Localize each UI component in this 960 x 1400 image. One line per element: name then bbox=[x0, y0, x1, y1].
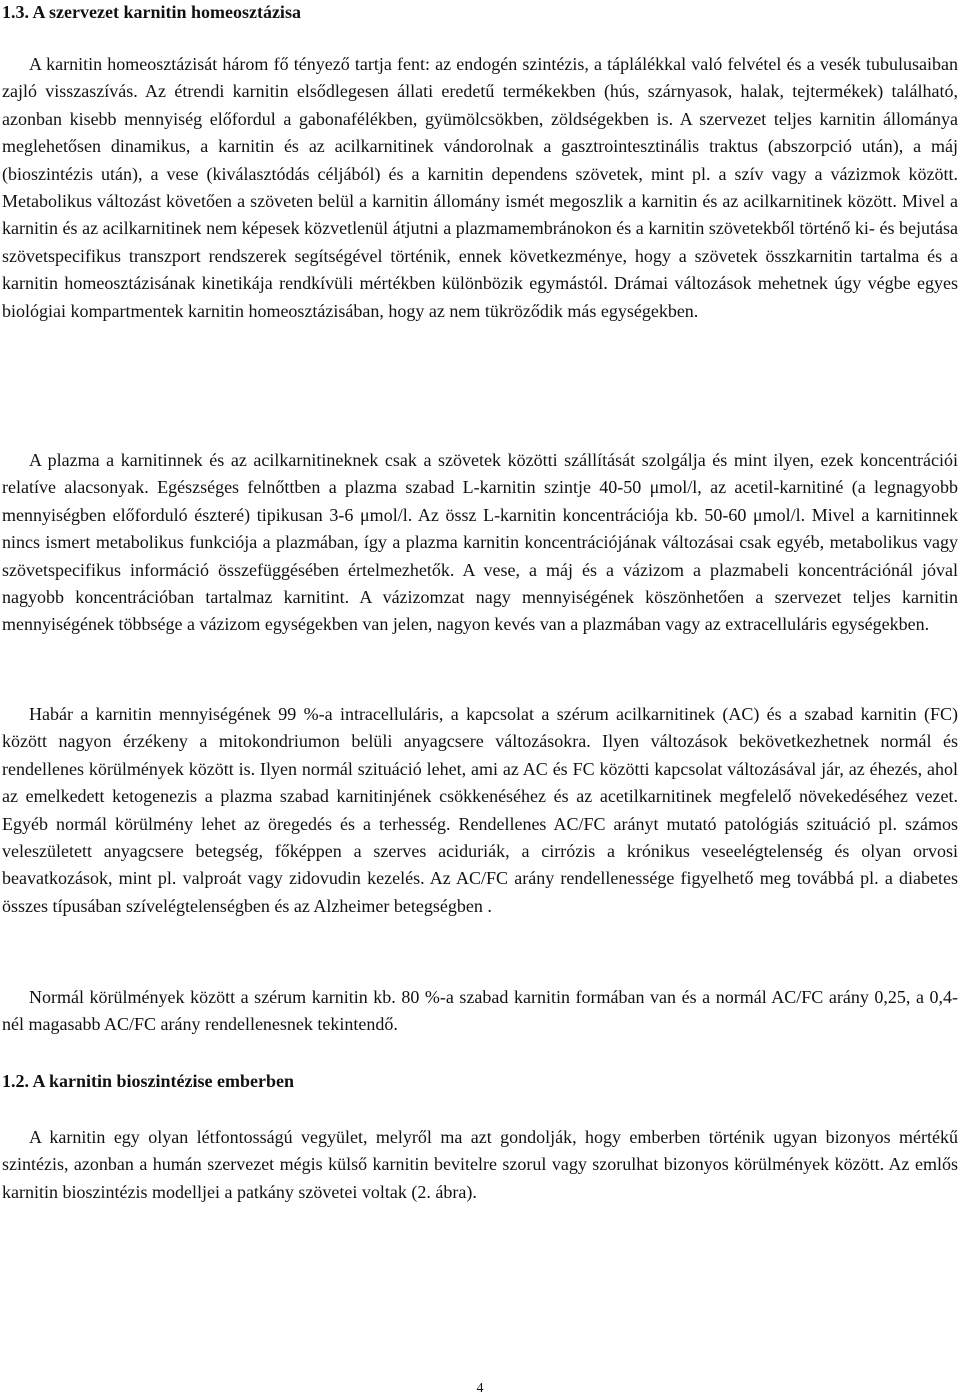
page-number: 4 bbox=[476, 1381, 484, 1396]
paragraph-homeostasis-1: A karnitin homeosztázisát három fő tényező tartja fent: az endogén szintézis, a táplálékkal való felvétel és a vesék tubulusaiban zajló visszaszívás. Az étrendi karnitin elsődlegesen állati eredetű termékekben (hús, szárnyasok, halak, tejtermékek) található, azonban kisebb mennyiség előfordul a gabonafélékben, gyümölcsökben, zöldségekben is. A szervezet teljes karnitin állománya meglehetősen dinamikus, a karnitin és az acilkarnitinek vándorolnak a gasztrointesztinális traktus (abszorpció után), a máj (bioszintézis után), a vese (kiválasztódás céljából) és a karnitin dependens szövetek, mint pl. a szív vagy a vázizmok között. Metabolikus változást követően a szöveten belül a karnitin állomány ismét megoszlik a karnitin és az acilkarnitinek között. Mivel a karnitin és az acilkarnitinek nem képesek közvetlenül átjutni a plazmamembránokon és a karnitin szövetekből történő ki- és bejutása szövetspecifikus transzport rendszerek segítségével történik, ennek következménye, hogy a szövetek összkarnitin tartalma és a karnitin homeosztázisának kinetikája rendkívüli mértékben különbözik egymástól. Drámai változások mehetnek úgy végbe egyes biológiai kompartmentek karnitin homeosztázisában, hogy az nem tükröződik más egységekben. bbox=[2, 54, 958, 321]
section-heading-biosynthesis: 1.2. A karnitin bioszintézise emberben bbox=[2, 1071, 294, 1091]
paragraph-homeostasis-2: A plazma a karnitinnek és az acilkarnitineknek csak a szövetek közötti szállítását szolgálja és mint ilyen, ezek koncentrációi relatíve alacsonyak. Egészséges felnőttben a plazma szabad L-karnitin szintje 40-50 μmol/l, az acetil-karnitiné (a legnagyobb mennyiségben előforduló észteré) tipikusan 3-6 μmol/l. Az össz L-karnitin koncentrációja kb. 50-60 μmol/l. Mivel a karnitinnek nincs ismert metabolikus funkciója a plazmában, így a plazma karnitin koncentrációjának változásai csak egyéb, metabolikus vagy szövetspecifikus információ összefüggésében értelmezhetők. A vese, a máj és a vázizom a plazmabeli koncentrációnál jóval nagyobb koncentrációban tartalmaz karnitint. A vázizomzat nagy mennyiségének köszönhetően a szervezet teljes karnitin mennyiségének többsége a vázizom egységekben van jelen, nagyon kevés van a plazmában vagy az extracelluláris egységekben. bbox=[2, 450, 958, 635]
paragraph-homeostasis-4: Normál körülmények között a szérum karnitin kb. 80 %-a szabad karnitin formában van és a normál AC/FC arány 0,25, a 0,4-nél magasabb AC/FC arány rendellenesnek tekintendő. bbox=[2, 987, 958, 1035]
paragraph-homeostasis-3: Habár a karnitin mennyiségének 99 %-a intracelluláris, a kapcsolat a szérum acilkarnitinek (AC) és a szabad karnitin (FC) között nagyon érzékeny a mitokondriumon belüli anyagcsere változásokra. Ilyen változások bekövetkezhetnek normál és rendellenes körülmények között is. Ilyen normál szituáció lehet, ami az AC és FC közötti kapcsolat változásával jár, az éhezés, ahol az emelkedett ketogenezis a plazma szabad karnitinjének csökkenéséhez és az acetilkarnitinek megfelelő növekedéséhez vezet. Egyéb normál körülmény lehet az öregedés és a terhesség. Rendellenes AC/FC arányt mutató patológiás szituáció pl. számos veleszületett anyagcsere betegség, főképpen a szerves aciduriák, a cirrózis a krónikus veseelégtelenség és olyan orvosi beavatkozások, mint pl. valproát vagy zidovudin kezelés. Az AC/FC arány rendellenessége figyelhető meg továbbá pl. a diabetes összes típusában szívelégtelenségben és az Alzheimer betegségben . bbox=[2, 704, 958, 916]
paragraph-biosynthesis-1: A karnitin egy olyan létfontosságú vegyület, melyről ma azt gondolják, hogy emberben történik ugyan bizonyos mértékű szintézis, azonban a humán szervezet mégis külső karnitin bevitelre szorul vagy szorulhat bizonyos körülmények között. Az emlős karnitin bioszintézis modelljei a patkány szövetei voltak (2. ábra). bbox=[2, 1127, 958, 1202]
section-heading-homeostasis: 1.3. A szervezet karnitin homeosztázisa bbox=[2, 2, 301, 22]
